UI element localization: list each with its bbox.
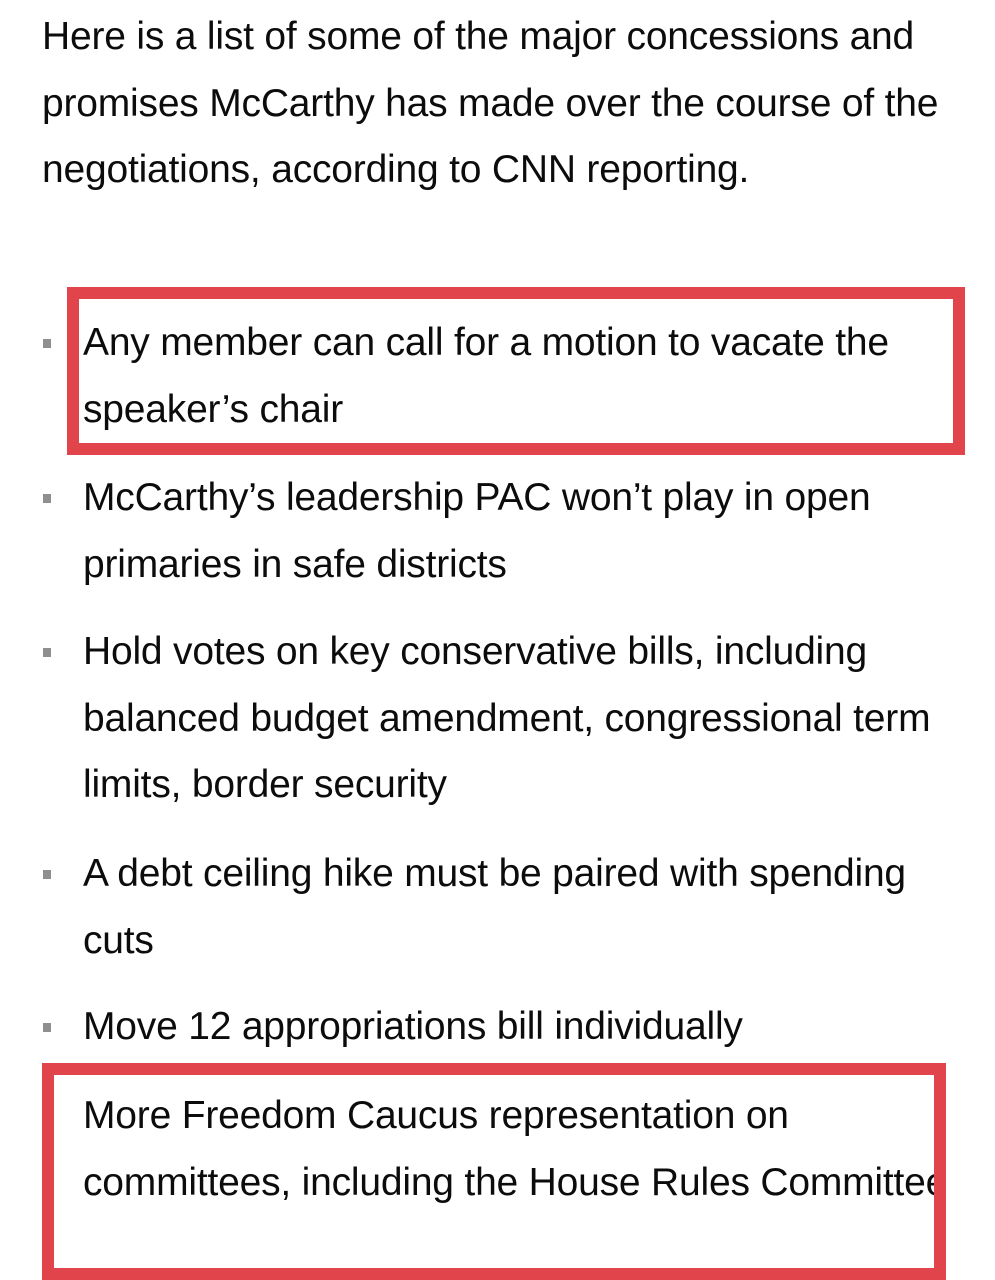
bullet-icon	[43, 1023, 51, 1032]
bullet-icon	[43, 339, 51, 348]
bullet-icon	[43, 870, 51, 879]
bullet-icon	[43, 648, 51, 657]
list-item-text: Hold votes on key conservative bills, including balanced budget amendment, congressional term limits, border security	[83, 630, 931, 806]
list-item-text: McCarthy’s leadership PAC won’t play in open primaries in safe districts	[83, 476, 871, 586]
bullet-icon	[43, 494, 51, 503]
list-item-text: Move 12 appropriations bill individually	[83, 1005, 743, 1048]
article-intro-paragraph: Here is a list of some of the major concessions and promises McCarthy has made over the course of the negotiations, according to CNN reporting.	[42, 15, 939, 191]
list-item-text: More Freedom Caucus representation on committees, including the House Rules Committee	[83, 1094, 948, 1204]
list-item-text: Any member can call for a motion to vacate the speaker’s chair	[83, 321, 889, 431]
list-item-text: A debt ceiling hike must be paired with spending cuts	[83, 852, 906, 962]
